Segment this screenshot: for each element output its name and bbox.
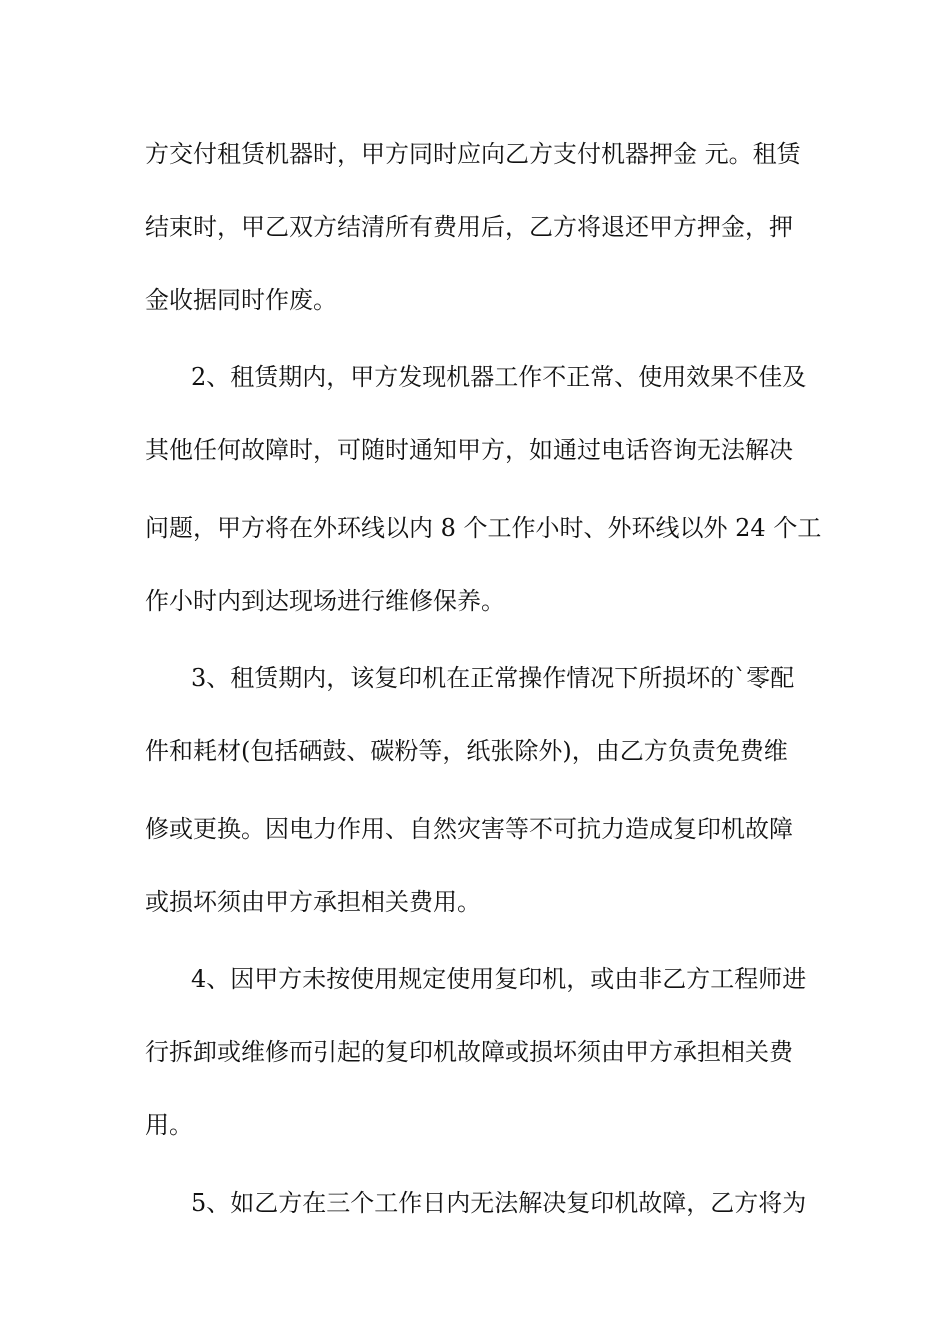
text-line: 方交付租赁机器时，甲方同时应向乙方支付机器押金 元。租赁: [145, 140, 801, 168]
text-line: 行拆卸或维修而引起的复印机故障或损坏须由甲方承担相关费: [145, 1038, 793, 1066]
paragraph-first-line: 2、租赁期内，甲方发现机器工作不正常、使用效果不佳及: [191, 363, 807, 391]
text-line: 用。: [145, 1111, 193, 1139]
text-line: 其他任何故障时，可随时通知甲方，如通过电话咨询无法解决: [145, 436, 793, 464]
paragraph-first-line: 5、如乙方在三个工作日内无法解决复印机故障，乙方将为: [191, 1189, 807, 1217]
text-line: 金收据同时作废。: [145, 286, 337, 314]
text-line: 修或更换。因电力作用、自然灾害等不可抗力造成复印机故障: [145, 815, 793, 843]
text-line: 件和耗材(包括硒鼓、碳粉等，纸张除外)，由乙方负责免费维: [145, 737, 788, 765]
text-line: 问题，甲方将在外环线以内 8 个工作小时、外环线以外 24 个工: [145, 514, 822, 542]
text-line: 结束时，甲乙双方结清所有费用后，乙方将退还甲方押金，押: [145, 213, 793, 241]
text-line: 或损坏须由甲方承担相关费用。: [145, 888, 481, 916]
paragraph-first-line: 3、租赁期内，该复印机在正常操作情况下所损坏的`零配: [191, 664, 795, 692]
text-line: 作小时内到达现场进行维修保养。: [145, 587, 505, 615]
paragraph-first-line: 4、因甲方未按使用规定使用复印机，或由非乙方工程师进: [191, 965, 807, 993]
